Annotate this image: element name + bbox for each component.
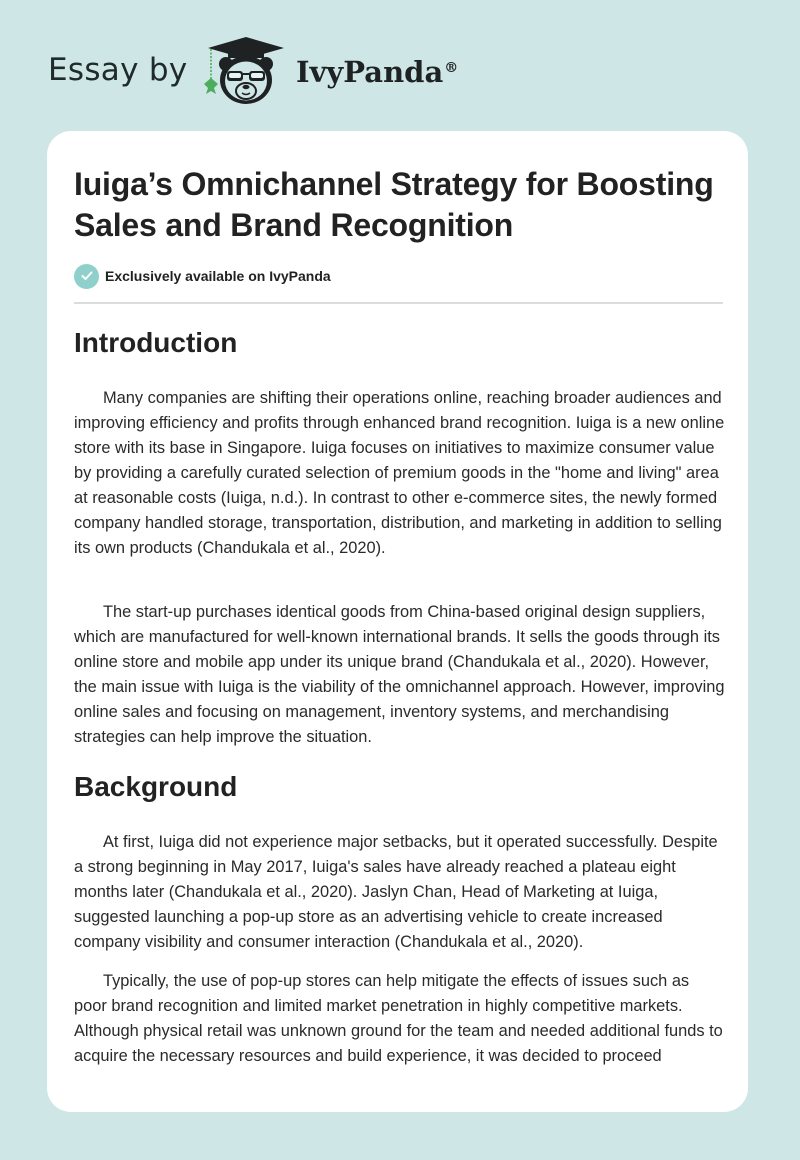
check-circle-icon: [74, 264, 99, 289]
essay-card: [47, 131, 748, 1112]
paragraph: Many companies are shifting their operations online, reaching broader audiences and improving efficiency and profits through enhanced brand recognition. Iuiga is a new online store with its base in Singapore. Iuiga focuses on initiatives to maximize consumer value by providing a carefully curated selection of premium goods in the "home and living" area at reasonable costs (Iuiga, n.d.). In contrast to other e-commerce sites, the newly formed company handled storage, transportation, distribution, and marketing in addition to selling its own products (Chandukala et al., 2020).: [74, 389, 725, 557]
panda-graduate-logo-icon[interactable]: [200, 34, 292, 108]
exclusive-badge: [74, 263, 331, 289]
paragraph: The start-up purchases identical goods from China-based original design suppliers, which are manufactured for well-known international brands. It sells the goods through its online store and mobile app under its unique brand (Chandukala et al., 2020). However, the main issue with Iuiga is the viability of the omnichannel approach. However, improving online sales and focusing on management, inventory systems, and merchandising strategies can help improve the situation.: [74, 603, 725, 746]
paragraph: At first, Iuiga did not experience major setbacks, but it operated successfully. Despite a strong beginning in May 2017, Iuiga's sales have already reached a plateau eight months later (Chandukala et al., 2020). Jaslyn Chan, Head of Marketing at Iuiga, suggested launching a pop-up store as an advertising vehicle to create increased company visibility and consumer interaction (Chandukala et al., 2020).: [74, 833, 718, 951]
section-heading-introduction: Introduction: [74, 327, 238, 358]
page-title: Iuiga’s Omnichannel Strategy for Boosting Sales and Brand Recognition: [74, 166, 714, 243]
essay-by-label: Essay by: [48, 52, 188, 88]
brand-logo-text[interactable]: [296, 54, 458, 90]
exclusive-label: Exclusively available on IvyPanda: [105, 268, 331, 284]
paragraph: Typically, the use of pop-up stores can help mitigate the effects of issues such as poor brand recognition and limited market penetration in highly competitive markets. Although physical retail was unknown ground for the team and needed additional funds to acquire the necessary resources and build experience, it was decided to proceed: [74, 972, 723, 1065]
registered-mark: ®: [444, 60, 459, 76]
section-heading-background: Background: [74, 771, 238, 802]
divider: [74, 302, 723, 304]
brand-name: IvyPanda: [296, 55, 444, 89]
site-header: [0, 0, 800, 130]
